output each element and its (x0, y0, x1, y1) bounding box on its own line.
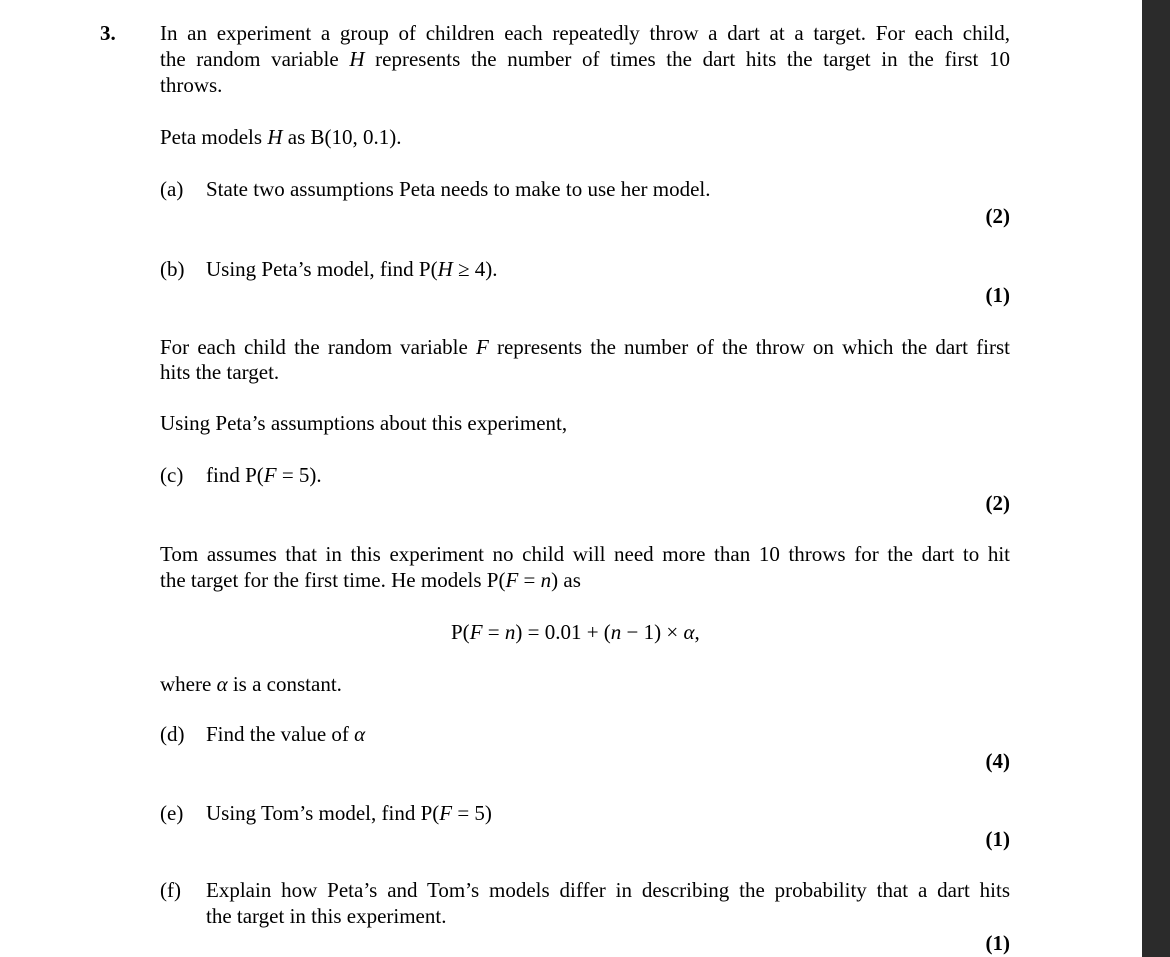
part-b-marks: (1) (985, 283, 1010, 307)
part-b-text: Using Peta’s model, find P(H ≥ 4). (206, 257, 498, 281)
part-f-line-2: the target in this experiment. (206, 904, 447, 928)
part-d-text: Find the value of α (206, 722, 366, 746)
part-a-label: (a) (160, 177, 184, 201)
part-c-label: (c) (160, 463, 184, 487)
f-definition-line-1: For each child the random variable F represents the number of the throw on which the dart first (160, 335, 1010, 359)
model-statement: Peta models H as B(10, 0.1). (160, 125, 402, 149)
tom-line-2: the target for the first time. He models P(F = n) as (160, 568, 581, 592)
intro-line-3: throws. (160, 73, 223, 97)
part-c-text: find P(F = 5). (206, 463, 322, 487)
viewer-background-strip (1142, 0, 1170, 957)
part-e-label: (e) (160, 801, 184, 825)
part-b-label: (b) (160, 257, 185, 281)
part-f-line-1: Explain how Peta’s and Tom’s models differ in describing the probability that a dart hits (206, 878, 1010, 902)
part-f-label: (f) (160, 878, 181, 902)
part-c-marks: (2) (985, 491, 1010, 515)
using-assumptions-line: Using Peta’s assumptions about this experiment, (160, 411, 568, 435)
tom-line-1: Tom assumes that in this experiment no child will need more than 10 throws for the dart to hit (160, 542, 1010, 566)
part-a-marks: (2) (985, 204, 1010, 228)
part-d-label: (d) (160, 722, 185, 746)
part-e-marks: (1) (985, 827, 1010, 851)
part-f-marks: (1) (985, 931, 1010, 955)
part-d-marks: (4) (985, 749, 1010, 773)
part-a-text: State two assumptions Peta needs to make to use her model. (206, 177, 711, 201)
alpha-constant-line: where α is a constant. (160, 672, 342, 696)
intro-line-1: In an experiment a group of children each repeatedly throw a dart at a target. For each child, (160, 21, 1010, 45)
f-definition-line-2: hits the target. (160, 360, 280, 384)
intro-line-2: the random variable H represents the number of times the dart hits the target in the first 10 (160, 47, 1010, 71)
question-number: 3. (100, 21, 116, 45)
part-e-text: Using Tom’s model, find P(F = 5) (206, 801, 492, 825)
tom-model-equation: P(F = n) = 0.01 + (n − 1) × α, (451, 620, 700, 644)
